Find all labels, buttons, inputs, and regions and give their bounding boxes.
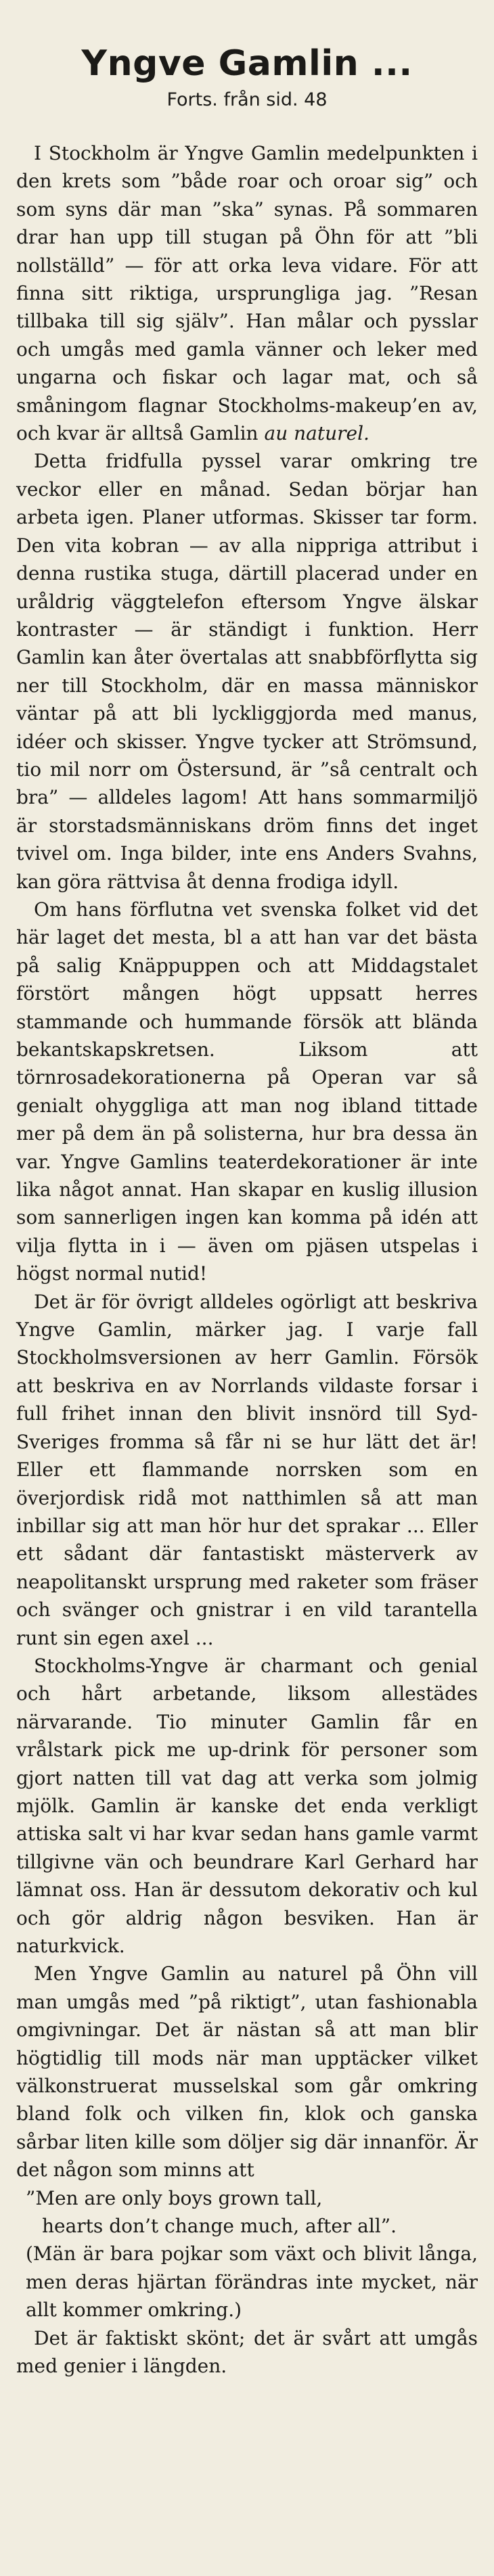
- paragraph-5: Stockholms-Yngve är charmant och genial och hårt arbetande, liksom allestädes närvarande. Tio minuter Gamlin får en vrålstark pick me up-drink för personer som gjort natten till vat dag att verka som jolmig mjölk. Gamlin är kanske det enda verkligt attiska salt vi har kvar sedan hans gamle varmt tillgivne vän och beundrare Karl Gerhard har lämnat oss. Han är dessutom dekorativ och kul och gör aldrig någon besviken. Han är naturkvick.: [16, 1654, 478, 1957]
- quote-translation: (Män är bara pojkar som växt och blivit långa, men deras hjärtan förändras inte mycket, när allt kommer omkring.): [26, 2242, 478, 2322]
- continued-from-note: Forts. från sid. 48: [166, 89, 328, 110]
- paragraph-1-text: I Stockholm är Yngve Gamlin medelpunkten i den krets som ”både roar och oroar sig” och som syns där man ”ska” synas. På sommaren drar han upp till stugan på Öhn för att ”bli nollställd” — för att orka leva vidare. För att finna sitt riktiga, ursprungliga jag. ”Resan tillbaka till sig själv”. Han målar och pysslar och umgås med gamla vänner och leker med ungarna och fiskar och lagar mat, och så småningom flagnar Stockholms-makeup’en av, och kvar är alltså Gamlin: [16, 142, 478, 445]
- article-closing: [16, 2324, 478, 2380]
- quote-block: [16, 2184, 478, 2240]
- paragraph-7: Det är faktiskt skönt; det är svårt att umgås med genier i längden.: [16, 2326, 478, 2378]
- article-title: Yngve Gamlin ...: [81, 43, 413, 84]
- paragraph-1: [16, 139, 478, 447]
- article-body: [16, 139, 478, 2184]
- quote-line-1: ”Men are only boys grown tall,: [26, 2186, 323, 2209]
- paragraph-6: Men Yngve Gamlin au naturel på Öhn vill man umgås med ”på riktigt”, utan fashionabla omgivningar. Det är nästan så att man blir högtidlig till mods när man upptäcker vilket välkonstruerat musselskal som går omkring bland folk och vilken fin, klok och ganska sårbar liten kille som döljer sig där innanför. Är det någon som minns att: [16, 1962, 478, 2182]
- quote-line-2: hearts don’t change much, after all”.: [42, 2215, 397, 2238]
- paragraph-2: Detta fridfulla pyssel varar omkring tre veckor eller en månad. Sedan börjar han arbeta igen. Planer utformas. Skisser tar form. Den vita kobran — av alla nippriga attribut i denna rustika stuga, därtill placerad under en uråldrig väggtelefon eftersom Yngve älskar kontraster — är ständigt i funktion. Herr Gamlin kan åter övertalas att snabbförflytta sig ner till Stockholm, där en massa människor väntar på att bli lyckliggjorda med manus, idéer och skisser. Yngve tycker att Strömsund, tio mil norr om Östersund, är ”så centralt och bra” — alldeles lagom! Att hans sommarmiljö är storstadsmänniskans dröm finns det inget tvivel om. Inga bilder, inte ens Anders Svahns, kan göra rättvisa åt denna frodiga idyll.: [16, 450, 478, 893]
- paragraph-4: Det är för övrigt alldeles ogörligt att beskriva Yngve Gamlin, märker jag. I varje fall Stockholmsversionen av herr Gamlin. Försök att beskriva en av Norrlands vildaste forsar i full frihet innan den blivit insnörd till Syd-Sveriges fromma så får ni se hur lätt det är! Eller ett flammande norrsken som en överjordisk ridå mot natthimlen så att man inbillar sig att man hör hur det sprakar ... Eller ett sådant där fantastiskt mästerverk av neapolitanskt ursprung med raketer som fräser och svänger och gnistrar i en vild tarantella runt sin egen axel ...: [16, 1290, 478, 1649]
- paragraph-3: Om hans förflutna vet svenska folket vid det här laget det mesta, bl a att han var det bästa på salig Knäppuppen och att Middagstalet förstört mången högt uppsatt herres stammande och hummande försök att blända bekantskapskretsen. Liksom att törnrosadekorationerna på Operan var så genialt ohyggliga att man nog ibland tittade mer på dem än på solisterna, hur bra dessa än var. Yngve Gamlins teaterdekorationer är inte lika något annat. Han skapar en kuslig illusion som sannerligen ingen kan komma på idén att vilja flytta in i — även om pjäsen utspelas i högst normal nutid!: [16, 898, 478, 1285]
- paragraph-1-emphasis: au naturel.: [264, 422, 369, 445]
